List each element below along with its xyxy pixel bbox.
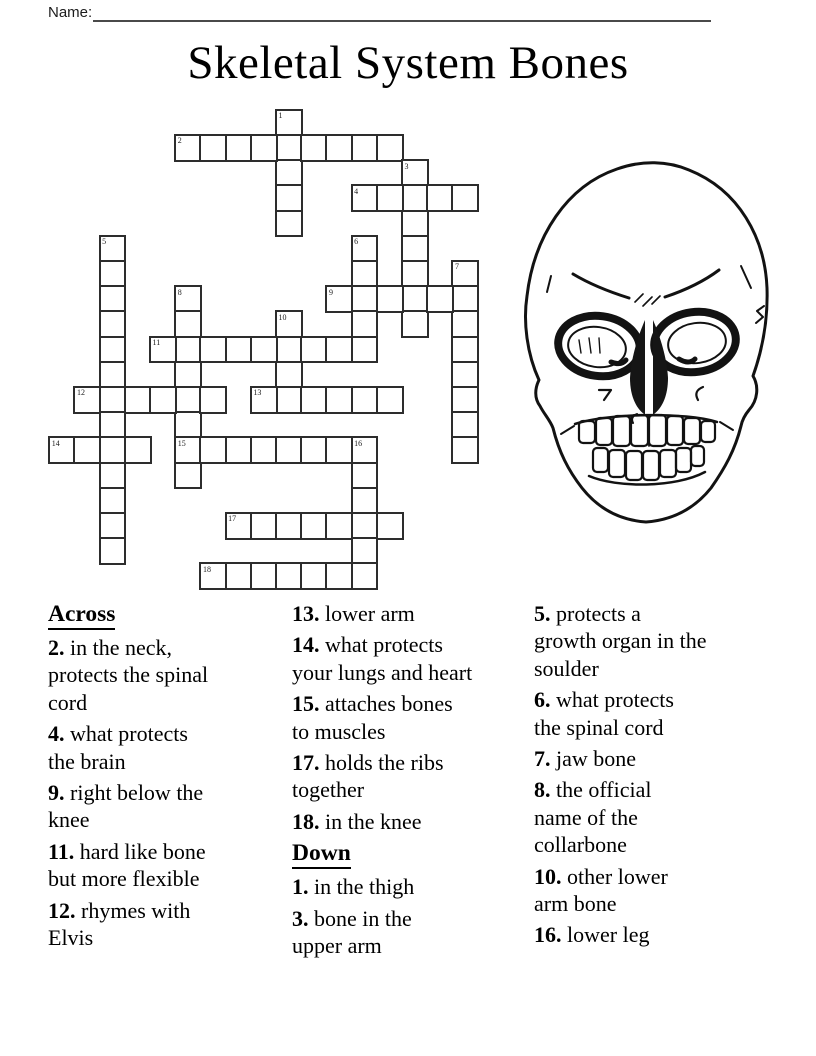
clue-item: 1. in the thigh (292, 874, 415, 900)
cell-number: 14 (51, 438, 60, 448)
crossword-cell[interactable] (351, 386, 379, 414)
crossword-cell[interactable] (351, 462, 379, 490)
crossword-cell[interactable] (351, 537, 379, 565)
cell-number: 13 (253, 388, 262, 398)
cell-number: 6 (354, 237, 359, 247)
crossword-cell[interactable] (199, 562, 227, 590)
cell-number: 7 (454, 262, 459, 272)
clue-number: 12. (48, 897, 81, 923)
crossword-cell[interactable] (401, 260, 429, 288)
crossword-cell[interactable] (174, 285, 202, 313)
crossword-cell[interactable] (376, 285, 404, 313)
crossword-cell[interactable] (174, 462, 202, 490)
crossword-cell[interactable] (199, 336, 227, 364)
cell-number: 5 (102, 237, 107, 247)
crossword-cell[interactable] (451, 184, 479, 212)
crossword-cell[interactable] (275, 361, 303, 389)
crossword-cell[interactable] (174, 386, 202, 414)
crossword-cell[interactable] (451, 260, 479, 288)
cell-number: 3 (404, 161, 409, 171)
crossword-cell[interactable] (351, 260, 379, 288)
crossword-cell[interactable] (401, 235, 429, 263)
cell-number: 11 (152, 338, 161, 348)
clue-item: 3. bone in the upper arm (292, 905, 412, 959)
crossword-cell[interactable] (174, 436, 202, 464)
crossword-cell[interactable] (99, 235, 127, 263)
crossword-cell[interactable] (275, 386, 303, 414)
crossword-cell[interactable] (275, 109, 303, 137)
clue-item: 6. what protects the spinal cord (534, 687, 674, 740)
crossword-cell[interactable] (451, 436, 479, 464)
cell-number: 16 (354, 438, 363, 448)
crossword-cell[interactable] (275, 134, 303, 162)
crossword-cell[interactable] (124, 386, 152, 414)
clue-item: 2. in the neck, protects the spinal cord (48, 635, 209, 715)
crossword-cell[interactable] (124, 436, 152, 464)
crossword-cell[interactable] (275, 159, 303, 187)
crossword-cell[interactable] (300, 512, 328, 540)
crossword-cell[interactable] (199, 436, 227, 464)
name-label: Name: (48, 4, 93, 21)
clue-number: 15. (292, 691, 325, 717)
clue-item: 17. holds the ribs together (292, 750, 444, 803)
page-title: Skeletal System Bones (187, 37, 629, 89)
crossword-cell[interactable] (275, 436, 303, 464)
crossword-cell[interactable] (275, 184, 303, 212)
clue-number: 5. (534, 601, 556, 626)
crossword-cell[interactable] (73, 386, 101, 414)
cell-number: 10 (278, 312, 287, 322)
crossword-cell[interactable] (351, 487, 379, 515)
name-blank-line[interactable] (93, 3, 711, 22)
cell-number: 17 (228, 514, 237, 524)
crossword-cell[interactable] (275, 210, 303, 238)
clue-item: 14. what protects your lungs and heart (292, 632, 473, 685)
crossword-cell[interactable] (250, 134, 278, 162)
clue-item: 16. lower leg (534, 922, 650, 948)
crossword-cell[interactable] (325, 562, 353, 590)
crossword-cell[interactable] (199, 134, 227, 162)
clue-number: 2. (48, 635, 70, 660)
crossword-cell[interactable] (275, 512, 303, 540)
crossword-cell[interactable] (451, 361, 479, 389)
clue-number: 16. (534, 922, 567, 948)
crossword-cell[interactable] (401, 159, 429, 187)
crossword-cell[interactable] (149, 386, 177, 414)
crossword-cell[interactable] (174, 134, 202, 162)
crossword-cell[interactable] (99, 537, 127, 565)
crossword-cell[interactable] (401, 285, 429, 313)
crossword-cell[interactable] (149, 336, 177, 364)
crossword-cell[interactable] (99, 336, 127, 364)
crossword-cell[interactable] (174, 361, 202, 389)
crossword-cell[interactable] (250, 562, 278, 590)
clue-item: 18. in the knee (292, 808, 422, 834)
clue-column-across (48, 600, 292, 955)
crossword-cell[interactable] (376, 134, 404, 162)
skull-illustration (517, 150, 777, 540)
crossword-cell[interactable] (99, 361, 127, 389)
clue-item: 10. other lower arm bone (534, 863, 668, 917)
clue-number: 17. (292, 750, 325, 776)
cell-number: 1 (278, 111, 283, 121)
crossword-cell[interactable] (351, 336, 379, 364)
crossword-cell[interactable] (351, 285, 379, 313)
crossword-cell[interactable] (351, 562, 379, 590)
crossword-cell[interactable] (325, 386, 353, 414)
crossword-cell[interactable] (275, 562, 303, 590)
clue-number: 14. (292, 632, 325, 658)
clue-column-middle (292, 600, 528, 963)
crossword-cell[interactable] (325, 134, 353, 162)
clue-column-down (534, 600, 764, 953)
crossword-cell[interactable] (99, 260, 127, 288)
crossword-cell[interactable] (99, 436, 127, 464)
crossword-cell[interactable] (225, 436, 253, 464)
crossword-cell[interactable] (351, 184, 379, 212)
crossword-cell[interactable] (300, 562, 328, 590)
crossword-cell[interactable] (451, 310, 479, 338)
crossword-cell[interactable] (99, 487, 127, 515)
cell-number: 4 (354, 186, 359, 196)
crossword-cell[interactable] (275, 336, 303, 364)
crossword-cell[interactable] (225, 336, 253, 364)
crossword-cell[interactable] (48, 436, 76, 464)
crossword-cell[interactable] (351, 310, 379, 338)
clue-item: 4. what protects the brain (48, 721, 188, 774)
clue-number: 13. (292, 601, 325, 626)
crossword-cell[interactable] (376, 184, 404, 212)
crossword-cell[interactable] (451, 411, 479, 439)
crossword-cell[interactable] (451, 285, 479, 313)
crossword-cell[interactable] (325, 512, 353, 540)
clue-number: 6. (534, 687, 556, 713)
crossword-cell[interactable] (73, 436, 101, 464)
crossword-cell[interactable] (325, 336, 353, 364)
clues-section-header: Down (292, 839, 528, 867)
crossword-cell[interactable] (250, 436, 278, 464)
clue-number: 18. (292, 808, 325, 834)
cell-number: 12 (76, 388, 85, 398)
crossword-cell[interactable] (99, 411, 127, 439)
clue-item: 9. right below the knee (48, 780, 204, 833)
crossword-cell[interactable] (401, 310, 429, 338)
clue-item: 7. jaw bone (534, 746, 637, 772)
crossword-cell[interactable] (300, 386, 328, 414)
crossword-cell[interactable] (300, 336, 328, 364)
clue-number: 10. (534, 863, 567, 889)
cell-number: 15 (177, 438, 186, 448)
crossword-cell[interactable] (275, 310, 303, 338)
crossword-cell[interactable] (250, 336, 278, 364)
crossword-cell[interactable] (99, 462, 127, 490)
crossword-cell[interactable] (250, 512, 278, 540)
crossword-cell[interactable] (174, 336, 202, 364)
crossword-cell[interactable] (325, 285, 353, 313)
crossword-cell[interactable] (99, 512, 127, 540)
crossword-cell[interactable] (376, 386, 404, 414)
clue-number: 1. (292, 874, 314, 900)
crossword-cell[interactable] (401, 210, 429, 238)
crossword-cell[interactable] (300, 436, 328, 464)
crossword-cell[interactable] (451, 386, 479, 414)
crossword-cell[interactable] (376, 512, 404, 540)
clue-item: 13. lower arm (292, 601, 415, 626)
crossword-cell[interactable] (351, 436, 379, 464)
clues-section-header: Across (48, 600, 292, 628)
crossword-cell[interactable] (300, 134, 328, 162)
clue-number: 3. (292, 905, 314, 931)
crossword-cell[interactable] (351, 235, 379, 263)
clue-number: 8. (534, 777, 556, 803)
cell-number: 2 (177, 136, 182, 146)
clue-item: 8. the official name of the collarbone (534, 777, 652, 858)
crossword-cell[interactable] (451, 336, 479, 364)
crossword-cell[interactable] (225, 512, 253, 540)
clue-number: 9. (48, 780, 70, 806)
crossword-cell[interactable] (174, 411, 202, 439)
crossword-cell[interactable] (225, 134, 253, 162)
crossword-cell[interactable] (99, 285, 127, 313)
clue-number: 11. (48, 838, 80, 864)
crossword-cell[interactable] (401, 184, 429, 212)
crossword-cell[interactable] (199, 386, 227, 414)
clue-item: 15. attaches bones to muscles (292, 691, 453, 744)
cell-number: 8 (177, 287, 182, 297)
crossword-cell[interactable] (99, 386, 127, 414)
crossword-cell[interactable] (351, 134, 379, 162)
clue-item: 5. protects a growth organ in the soulder (534, 601, 707, 681)
crossword-cell[interactable] (426, 184, 454, 212)
clue-number: 7. (534, 746, 556, 772)
crossword-cell[interactable] (174, 310, 202, 338)
crossword-cell[interactable] (250, 386, 278, 414)
clue-item: 11. hard like bone but more flexible (48, 838, 206, 892)
crossword-cell[interactable] (325, 436, 353, 464)
clue-number: 4. (48, 721, 70, 747)
cell-number: 9 (328, 287, 333, 297)
crossword-cell[interactable] (426, 285, 454, 313)
clue-item: 12. rhymes with Elvis (48, 897, 191, 951)
crossword-cell[interactable] (225, 562, 253, 590)
cell-number: 18 (202, 564, 211, 574)
crossword-cell[interactable] (99, 310, 127, 338)
crossword-cell[interactable] (351, 512, 379, 540)
